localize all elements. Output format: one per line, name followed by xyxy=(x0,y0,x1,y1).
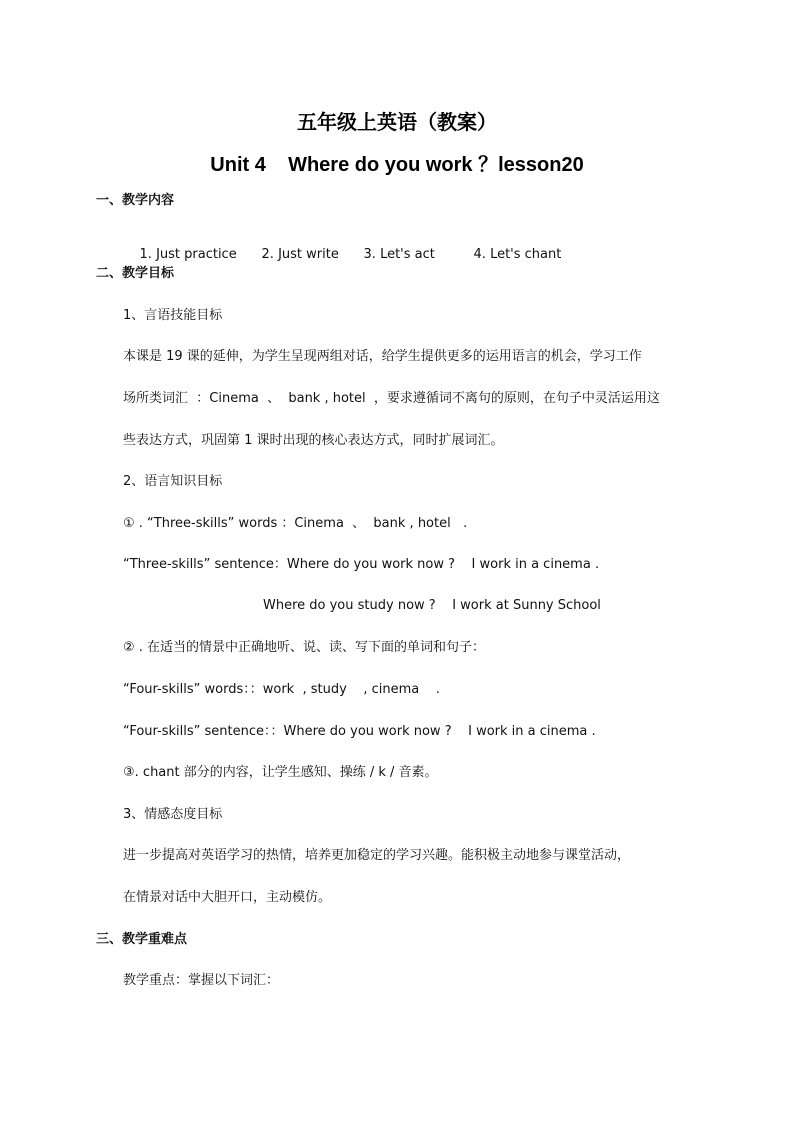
content-items xyxy=(123,228,561,282)
knowledge-line-3: Where do you study now ? I work at Sunny School xyxy=(263,598,601,613)
section-heading-content: 一、教学内容 xyxy=(96,193,175,208)
content-item-2: 2. Just write xyxy=(261,247,339,262)
goal1-heading: 1、言语技能目标 xyxy=(123,308,223,323)
key-points-line-1: 教学重点：掌握以下词汇： xyxy=(123,973,280,988)
knowledge-line-1: ① . “Three-skills” words ：Cinema 、 bank , hotel . xyxy=(123,516,468,531)
content-item-1: 1. Just practice xyxy=(139,247,237,262)
content-item-4: 4. Let's chant xyxy=(473,247,562,262)
goal3-paragraph-line-2: 在情景对话中大胆开口，主动模仿。 xyxy=(123,890,332,905)
goal3-paragraph-line-1: 进一步提高对英语学习的热情，培养更加稳定的学习兴趣。能积极主动地参与课堂活动， xyxy=(123,848,631,863)
goal2-heading: 2、语言知识目标 xyxy=(123,474,223,489)
section-heading-key-points: 三、教学重难点 xyxy=(96,932,188,947)
goal1-paragraph-line-2: 场所类词汇 ：Cinema 、 bank , hotel ，要求遵循词不离句的原则，在句子中灵活运用这 xyxy=(123,391,660,406)
knowledge-line-6: “Four-skills” sentence：：Where do you work now ? I work in a cinema . xyxy=(123,724,596,739)
document-subtitle: Unit 4 Where do you work ？lesson20 xyxy=(210,154,584,176)
knowledge-line-4: ② . 在适当的情景中正确地听、说、读、写下面的单词和句子： xyxy=(123,640,486,655)
goal1-paragraph-line-1: 本课是 19 课的延伸，为学生呈现两组对话，给学生提供更多的运用语言的机会，学习工作 xyxy=(123,349,642,364)
knowledge-line-5: “Four-skills” words：：work , study , cinema . xyxy=(123,682,440,697)
goal3-heading: 3、情感态度目标 xyxy=(123,807,223,822)
knowledge-line-7: ③. chant 部分的内容，让学生感知、操练 / k / 音素。 xyxy=(123,765,438,780)
goal1-paragraph-line-3: 些表达方式，巩固第 1 课时出现的核心表达方式，同时扩展词汇。 xyxy=(123,433,504,448)
document-title: 五年级上英语（教案） xyxy=(297,110,497,134)
content-item-3: 3. Let's act xyxy=(363,247,435,262)
knowledge-line-2: “Three-skills” sentence：Where do you work now ? I work in a cinema . xyxy=(123,557,600,572)
section-heading-goals: 二、教学目标 xyxy=(96,266,175,281)
